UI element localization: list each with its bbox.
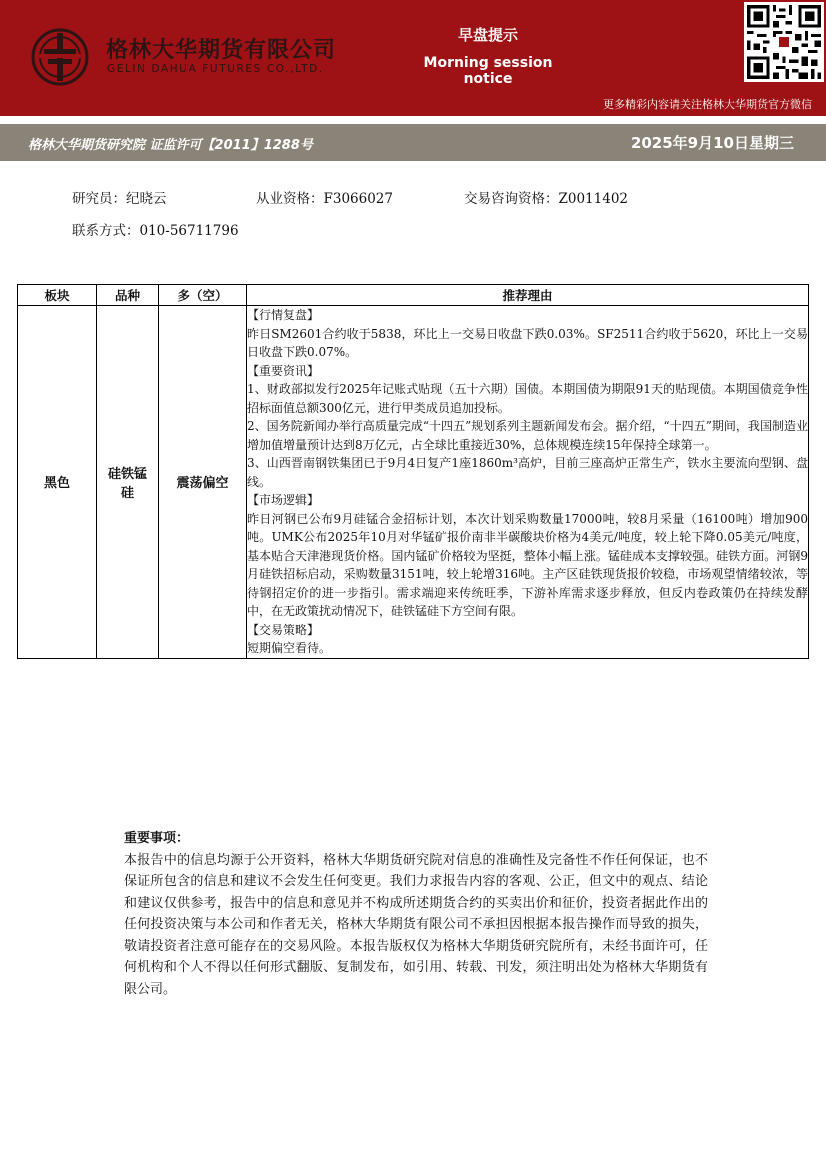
report-title-cn: 早盘提示 [457, 26, 518, 44]
table-row [18, 306, 809, 659]
variety-cell: 硅铁锰硅 [97, 306, 159, 659]
wechat-follow-note: 更多精彩内容请关注格林大华期货官方微信 [603, 98, 812, 111]
company-logo-icon [30, 27, 90, 87]
report-date: 2025年9月10日星期三 [630, 134, 794, 152]
report-title-en: Morning session notice [423, 55, 553, 87]
logic-paragraph: 昨日河钢已公布9月硅锰合金招标计划，本次计划采购数量17000吨，较8月采量（16100吨）增加900吨。UMK公布2025年10月对华锰矿报价南非半碳酸块价格为4美元/吨度，较上轮下降0.05美元/吨度，基本贴合天津港现货价格。国内锰矿价格较为坚挺，整体小幅上涨。锰硅成本支撑较强。硅铁方面。河钢9月硅铁招标启动，采购数量3151吨，较上轮增316吨。主产区硅铁现货报价较稳，市场观望情绪较浓，等待钢招定价的进一步指引。需求端迎来传统旺季，下游补库需求逐步释放，但反内卷政策仍在持续发酵中，在无政策扰动情况下，硅铁锰硅下方空间有限。 [247, 511, 808, 618]
strategy-paragraph: 短期偏空看待。 [247, 641, 332, 655]
table-header-row [18, 285, 809, 306]
disclaimer-body: 本报告中的信息均源于公开资料，格林大华期货研究院对信息的准确性及完备性不作任何保证，也不保证所包含的信息和建议不会发生任何变更。我们力求报告内容的客观、公正，但文中的观点、结论和建议仅供参考，报告中的信息和意见并不构成所述期货合约的买卖出价和征价，投资者据此作出的任何投资决策与本公司和作者无关，格林大华期货有限公司不承担因根据本报告操作而导致的损失，敬请投资者注意可能存在的交易风险。本报告版权仅为格林大华期货研究院所有，未经书面许可，任何机构和个人不得以任何形式翻版、复制发布，如引用、转载、刊发，须注明出处为格林大华期货有限公司。 [124, 852, 708, 997]
header-sector: 板块 [18, 285, 97, 306]
header-reason: 推荐理由 [247, 285, 809, 306]
news-item-1: 1、财政部拟发行2025年记账式贴现（五十六期）国债。本期国债为期限91天的贴现债。本期国债竞争性招标面值总额300亿元，进行甲类成员追加投标。 [247, 382, 808, 415]
researcher-name: 研究员：纪晓云 [72, 191, 167, 207]
header-variety: 品种 [97, 285, 159, 306]
section-title-news: 【重要资讯】 [247, 363, 320, 378]
recommendation-table [17, 284, 809, 659]
researcher-contact: 联系方式：010-56711796 [72, 223, 239, 239]
wechat-qr-code-icon [744, 2, 824, 82]
researcher-consulting-qualification: 交易咨询资格：Z0011402 [464, 191, 629, 207]
disclaimer-title: 重要事项： [124, 831, 190, 846]
researcher-qualification: 从业资格：F3066027 [256, 191, 393, 207]
reason-cell [247, 306, 809, 659]
header-direction: 多（空） [159, 285, 247, 306]
direction-cell: 震荡偏空 [159, 306, 247, 659]
company-name-en: GELIN DAHUA FUTURES CO.,LTD. [107, 63, 324, 75]
section-title-review: 【行情复盘】 [247, 308, 320, 322]
section-title-strategy: 【交易策略】 [247, 622, 320, 637]
news-item-2: 2、国务院新闻办举行高质量完成“十四五”规划系列主题新闻发布会。据介绍，“十四五”期间，我国制造业增加值增量预计达到8万亿元，占全球比重接近30%，总体规模连续15年保持全球第一。 [247, 419, 808, 452]
news-item-3: 3、山西晋南钢铁集团已于9月4日复产1座1860m³高炉，目前三座高炉正常生产，铁水主要流向型钢、盘线。 [247, 456, 808, 489]
section-title-logic: 【市场逻辑】 [247, 493, 320, 507]
disclaimer [124, 828, 708, 1000]
company-name-cn: 格林大华期货有限公司 [106, 38, 337, 63]
institute-license: 格林大华期货研究院 证监许可【2011】1288号 [28, 138, 313, 153]
sector-cell: 黑色 [18, 306, 97, 659]
review-paragraph: 昨日SM2601合约收于5838，环比上一交易日收盘下跌0.03%。SF2511合约收于5620，环比上一交易日收盘下跌0.07%。 [247, 326, 808, 359]
